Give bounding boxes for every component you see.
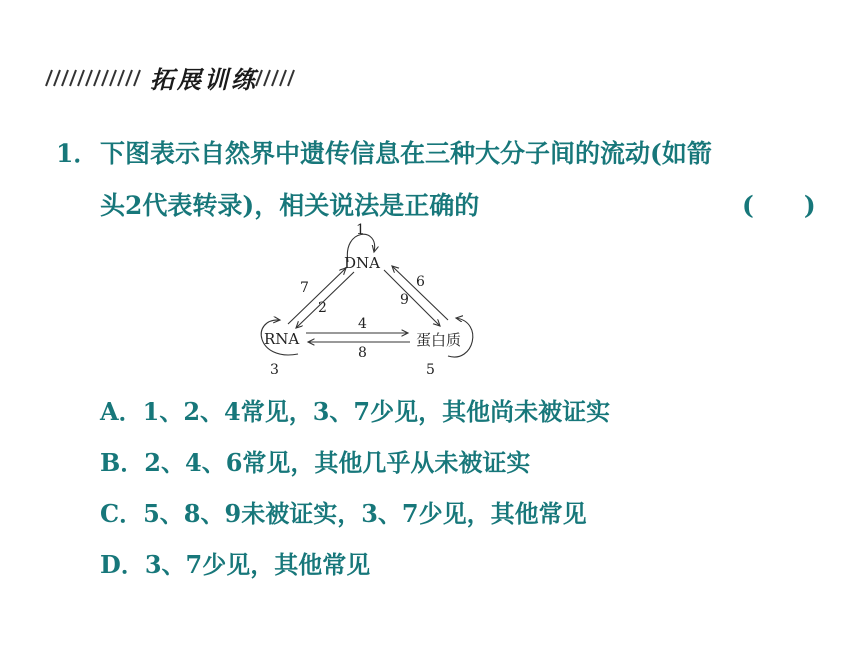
central-dogma-diagram [252, 222, 482, 382]
option-letter: B． [100, 448, 145, 477]
section-header [42, 58, 302, 98]
option-letter: C． [100, 499, 144, 528]
arrow-label-1: 1 [356, 222, 365, 238]
question-text-line2: 头2代表转录)，相关说法是正确的 [100, 191, 480, 220]
option-text: 1、2、4常见，3、7少见，其他尚未被证实 [142, 397, 611, 426]
option-d[interactable] [100, 545, 370, 580]
arrow-label-4: 4 [358, 316, 367, 332]
option-text: 5、8、9未被证实，3、7少见，其他常见 [143, 499, 587, 528]
node-dna: DNA [344, 254, 380, 272]
arrow-label-6: 6 [416, 274, 425, 290]
arrow-label-9: 9 [400, 292, 409, 308]
arrow-label-8: 8 [358, 345, 367, 361]
arrow-label-3: 3 [270, 362, 279, 378]
option-a[interactable] [100, 392, 610, 427]
arrow-label-5: 5 [426, 362, 435, 378]
answer-blank: ( ) [742, 191, 816, 220]
option-text: 3、7少见，其他常见 [144, 550, 371, 579]
node-rna: RNA [264, 330, 300, 348]
option-letter: D． [100, 550, 145, 579]
question-text-line1: 下图表示自然界中遗传信息在三种大分子间的流动(如箭 [100, 139, 712, 168]
arrow-7 [288, 268, 346, 324]
arrow-label-2: 2 [318, 300, 327, 316]
option-text: 2、4、6常见，其他几乎从未被证实 [144, 448, 531, 477]
node-protein: 蛋白质 [416, 331, 462, 349]
option-letter: A． [100, 397, 143, 426]
question-number: 1． [56, 139, 99, 168]
header-title: 拓展训练 [150, 65, 258, 94]
option-b[interactable] [100, 443, 530, 478]
arrow-label-7: 7 [300, 280, 309, 296]
arrow-9 [384, 270, 440, 326]
option-c[interactable] [100, 494, 587, 529]
